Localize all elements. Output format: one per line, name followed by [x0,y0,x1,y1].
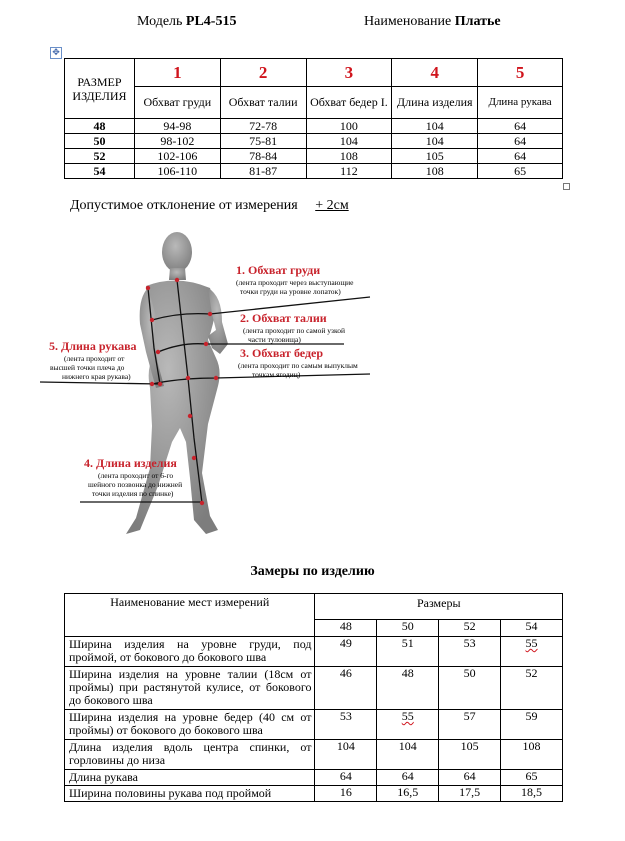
cell: 98-102 [134,134,220,149]
table-row [65,119,563,134]
cell: 64 [439,770,501,786]
size-value: 48 [65,119,135,134]
figure-label-note: точкам ягодиц) [252,370,301,379]
table-move-icon[interactable]: ✥ [50,47,62,59]
cell: 75-81 [220,134,306,149]
label-hips [238,346,358,379]
cell: 104 [315,740,377,770]
label-bust [236,263,354,296]
cell: 102-106 [134,149,220,164]
cell: 55 [525,636,538,650]
table-row [65,770,563,786]
cell: 59 [501,710,563,740]
cell: 108 [501,740,563,770]
figure-label-note: шейного позвонка до нижней [88,480,183,489]
cell: 64 [315,770,377,786]
cell: 18,5 [501,786,563,802]
cell: 17,5 [439,786,501,802]
figure-label-note: (лента проходит по самым выпуклым [238,361,358,370]
figure-label-title: 1. Обхват груди [236,263,321,277]
cell: 64 [478,149,563,164]
cell: 55 [401,709,414,723]
measure-name: Обхват груди [134,87,220,119]
sleeve-pointer-line [40,382,160,384]
cell: 112 [306,164,392,179]
tolerance-line [70,198,349,214]
cell: 64 [377,770,439,786]
name-line [364,14,501,30]
cell: 105 [439,740,501,770]
name-header: Наименование мест измерений [65,594,315,637]
cell: 16,5 [377,786,439,802]
figure-label-title: 2. Обхват талии [240,311,327,325]
cell: 104 [392,134,478,149]
figure-label-note: точки груди на уровне лопаток) [240,287,341,296]
figure-label-note: высшей точки плеча до [50,363,125,372]
figure-label-note: (лента проходит через выступающие [236,278,354,287]
size-value: 54 [65,164,135,179]
measure-place: Длина изделия вдоль центра спинки, от горловины до низа [65,740,315,770]
model-line [137,14,236,30]
measure-place: Ширина половины рукава под проймой [65,786,315,802]
label-length [84,456,182,498]
cell: 105 [392,149,478,164]
figure-label-title: 4. Длина изделия [84,456,177,470]
size-header: 54 [501,620,563,637]
label-waist [240,311,345,344]
tolerance-value: + 2см [315,198,349,213]
cell: 104 [377,740,439,770]
figure-label-note: (лента проходит от 6-го [98,471,174,480]
measure-name: Длина рукава [478,87,563,119]
cell: 104 [306,134,392,149]
cell: 65 [478,164,563,179]
cell: 50 [439,667,501,710]
measurements-table [64,593,563,802]
cell: 108 [392,164,478,179]
cell: 100 [306,119,392,134]
measurement-figure [40,228,380,540]
measure-name: Обхват бедер I. [306,87,392,119]
table-row [65,149,563,164]
cell: 64 [478,134,563,149]
sizes-header: Размеры [315,594,563,620]
table-row [65,164,563,179]
section-title: Замеры по изделию [250,564,375,579]
cell: 94-98 [134,119,220,134]
size-header: 50 [377,620,439,637]
size-header: 48 [315,620,377,637]
model-code: PL4-515 [185,14,237,29]
cell: 65 [501,770,563,786]
cell: 72-78 [220,119,306,134]
size-table [64,58,563,179]
size-value: 50 [65,134,135,149]
cell: 106-110 [134,164,220,179]
model-label: Модель [137,14,183,29]
figure-label-note: (лента проходит от [64,354,125,363]
table-row [65,667,563,710]
cell: 52 [501,667,563,710]
figure-label-note: части туловища) [248,335,301,344]
cell: 57 [439,710,501,740]
measure-name: Длина изделия [392,87,478,119]
cell: 49 [315,637,377,667]
table-row [65,134,563,149]
tolerance-text: Допустимое отклонение от измерения [70,198,298,213]
cell: 81-87 [220,164,306,179]
measure-name: Обхват талии [220,87,306,119]
size-header: 52 [439,620,501,637]
measure-number: 3 [306,59,392,87]
measure-number: 4 [392,59,478,87]
cell: 104 [392,119,478,134]
cell: 53 [439,637,501,667]
cell: 16 [315,786,377,802]
measure-place: Ширина изделия на уровне груди, под проймой, от бокового до бокового шва [65,637,315,667]
figure-label-title: 5. Длина рукава [49,339,137,353]
table-row [65,637,563,667]
cell: 53 [315,710,377,740]
name-value: Платье [454,14,501,29]
measure-place: Длина рукава [65,770,315,786]
figure-label-note: точки изделия по спинке) [92,489,174,498]
table-row [65,740,563,770]
cell: 78-84 [220,149,306,164]
measure-place: Ширина изделия на уровне талии (18см от проймы) при растянутой кулисе, от бокового до бокового шва [65,667,315,710]
size-corner-label: РАЗМЕР ИЗДЕЛИЯ [65,59,135,119]
cell: 108 [306,149,392,164]
label-sleeve [49,339,137,381]
figure-label-title: 3. Обхват бедер [240,346,324,360]
table-row [65,786,563,802]
measure-number: 1 [134,59,220,87]
table-row [65,710,563,740]
table-resize-handle[interactable] [563,183,570,190]
cell: 64 [478,119,563,134]
measure-number: 5 [478,59,563,87]
measure-number: 2 [220,59,306,87]
size-value: 52 [65,149,135,164]
name-label: Наименование [364,14,452,29]
figure-label-note: нижнего края рукава) [62,372,131,381]
measure-place: Ширина изделия на уровне бедер (40 см от проймы) от бокового до бокового шва [65,710,315,740]
figure-label-note: (лента проходит по самой узкой [243,326,345,335]
cell: 46 [315,667,377,710]
cell: 48 [377,667,439,710]
cell: 51 [377,637,439,667]
